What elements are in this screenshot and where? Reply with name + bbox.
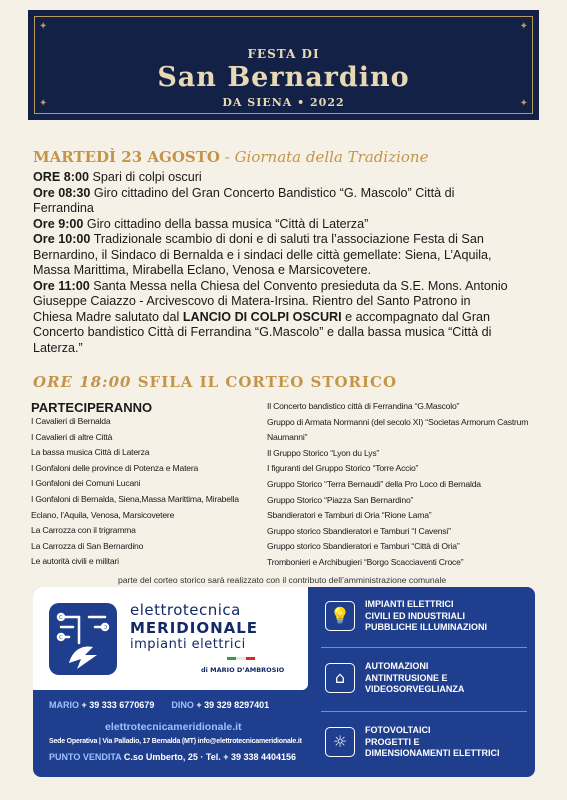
service-line: AUTOMAZIONI: [365, 661, 429, 671]
service-line: FOTOVOLTAICI: [365, 725, 431, 735]
corner-ornament-icon: ✦: [519, 21, 528, 32]
list-item: I figuranti del Gruppo Storico “Torre Accio”: [267, 463, 419, 474]
contact-phone: + 39 329 8297401: [193, 700, 270, 710]
sponsor-website: elettrotecnicameridionale.it: [105, 721, 242, 733]
list-item: La Carrozza con il trigramma: [31, 525, 136, 536]
list-item: I Gonfaloni delle province di Potenza e Matera: [31, 462, 199, 473]
sponsor-logo-card: [33, 587, 308, 690]
corteo-title: [33, 373, 397, 391]
sponsor-advertisement: [33, 587, 535, 777]
list-item: Le autorità civili e militari: [31, 556, 119, 567]
service-line: ANTINTRUSIONE E: [365, 672, 448, 683]
participants-heading: PARTECIPERANNO: [31, 400, 153, 415]
list-item: I Gonfaloni dei Comuni Lucani: [31, 478, 141, 489]
service-line: PUBBLICHE ILLUMINAZIONI: [365, 622, 487, 632]
list-item: Gruppo Storico “Piazza San Bernardino”: [267, 494, 414, 505]
list-item: Gruppo storico Sbandieratori e Tamburi “Città di Oria”: [267, 541, 460, 552]
day-title: [33, 148, 428, 166]
sponsor-store: [49, 752, 296, 762]
service-line: IMPIANTI ELETTRICI: [365, 599, 454, 609]
corner-ornament-icon: ✦: [39, 21, 48, 32]
italian-flag-icon: [227, 657, 255, 660]
list-item: I Cavalieri di altre Città: [31, 431, 113, 442]
program-text: Giro cittadino del Gran Concerto Bandistico “G. Mascolo” Città di Ferrandina: [33, 185, 455, 215]
service-line: VIDEOSORVEGLIANZA: [365, 684, 465, 694]
sponsor-address: Sede Operativa | Via Palladio, 17 Bernalda (MT) info@elettrotecnicameridionale.it: [49, 738, 302, 745]
list-item: Eclano, l’Aquila, Venosa, Marsicovetere: [31, 509, 175, 520]
contribution-note: parte del corteo storico sarà realizzato con il contributo dell’amministrazione comunale: [118, 575, 447, 585]
contact-name: DINO: [171, 700, 194, 710]
service-item: [321, 595, 527, 639]
sponsor-contacts: [49, 700, 269, 710]
list-item: Il Concerto bandistico città di Ferrandina “G.Mascolo”: [267, 401, 460, 411]
program-text: Giro cittadino della bassa musica “Città di Laterza”: [83, 216, 369, 231]
list-item: Naumanni”: [267, 432, 308, 443]
header-festa-label: FESTA DI: [247, 47, 320, 61]
store-label: PUNTO VENDITA: [49, 752, 122, 762]
program-text: Santa Messa nella Chiesa del Convento presieduta da S.E. Mons. Antonio Giuseppe Caiazzo - Arcivescovo di Matera-Irsina. Rientro del Santo Patrono in Chiesa Madre salutato dal: [33, 278, 508, 324]
participants-left-list: [31, 414, 256, 570]
program-item: [33, 217, 508, 233]
camera-house-icon: ⌂: [325, 663, 355, 693]
program-text: e accompagnato dal Gran Concerto bandistico Città di Ferrandina “G.Mascolo” e dalla bassa musica “Città di Laterza.”: [33, 309, 492, 355]
brand-line-3: impianti elettrici: [130, 637, 246, 652]
list-item: La bassa musica Città di Laterza: [31, 447, 150, 458]
program-time: Ore 10:00: [33, 232, 91, 246]
program-time: ORE 8:00: [33, 170, 89, 184]
brand-owner: di MARIO D’AMBROSIO: [201, 666, 285, 674]
program-item: [33, 186, 508, 217]
list-item: Trombonieri e Archibugieri “Borgo Scacciaventi Croce”: [267, 556, 464, 567]
list-item: Gruppo di Armata Normanni (del secolo XI) “Societas Armorum Castrum: [267, 416, 529, 427]
program-item: [33, 279, 508, 357]
contact-phone: + 39 333 6770679: [79, 700, 155, 710]
participants-right-list: [267, 399, 547, 571]
service-line: PROGETTI E: [365, 736, 420, 747]
festa-header-banner: [28, 10, 539, 120]
sponsor-logo-icon: [49, 603, 117, 675]
day-program: [33, 170, 508, 356]
service-divider: [321, 647, 527, 648]
service-divider: [321, 711, 527, 712]
list-item: Gruppo storico Sbandieratori e Tamburi “I Cavensi”: [267, 525, 451, 536]
day-date: MARTEDÌ 23 AGOSTO: [33, 148, 220, 166]
corner-ornament-icon: ✦: [39, 98, 48, 109]
day-theme: - Giornata della Tradizione: [219, 148, 429, 166]
lightbulb-icon: 💡: [325, 601, 355, 631]
list-item: Sbandieratori e Tamburi di Oria “Rione Lama”: [267, 510, 432, 521]
program-item: [33, 232, 508, 279]
program-text: Spari di colpi oscuri: [89, 170, 202, 184]
service-item: [321, 657, 527, 701]
list-item: Gruppo Storico “Terra Bernaudi” della Pro Loco di Bernalda: [267, 478, 481, 489]
program-item: [33, 170, 508, 186]
program-time: Ore 08:30: [33, 185, 91, 200]
service-line: CIVILI ED INDUSTRIALI: [365, 610, 466, 621]
list-item: La Carrozza di San Bernardino: [31, 540, 144, 551]
corteo-label: SFILA IL CORTEO STORICO: [131, 373, 398, 391]
header-subtitle: DA SIENA • 2022: [222, 96, 345, 109]
corteo-time: ORE 18:00: [33, 373, 132, 391]
program-time: Ore 11:00: [33, 278, 90, 293]
brand-line-2: MERIDIONALE: [130, 619, 259, 637]
corner-ornament-icon: ✦: [519, 98, 528, 109]
list-item: I Cavalieri di Bernalda: [31, 416, 111, 426]
program-highlight: LANCIO DI COLPI OSCURI: [182, 309, 342, 324]
solar-house-icon: ☼: [325, 727, 355, 757]
list-item: I Gonfaloni di Bernalda, Siena,Massa Marittima, Mirabella: [31, 493, 239, 504]
service-item: [321, 721, 527, 765]
program-text: Tradizionale scambio di doni e di saluti tra l’associazione Festa di San Bernardino, il Sindaco di Bernalda e i sindaci delle città gemellate: Siena, L’Aquila, Massa Marittima, Mirabella Eclano, Venosa e Marsicovetere.: [33, 232, 492, 277]
header-saint-name: San Bernardino: [157, 62, 410, 93]
list-item: Il Gruppo Storico “Lyon du Lys”: [267, 447, 380, 458]
store-address: C.so Umberto, 25 · Tel. + 39 338 4404156: [121, 752, 297, 762]
contact-name: MARIO: [49, 700, 79, 710]
service-line: DIMENSIONAMENTI ELETTRICI: [365, 748, 500, 758]
program-time: Ore 9:00: [33, 216, 84, 231]
brand-line-1: elettrotecnica: [130, 601, 241, 619]
